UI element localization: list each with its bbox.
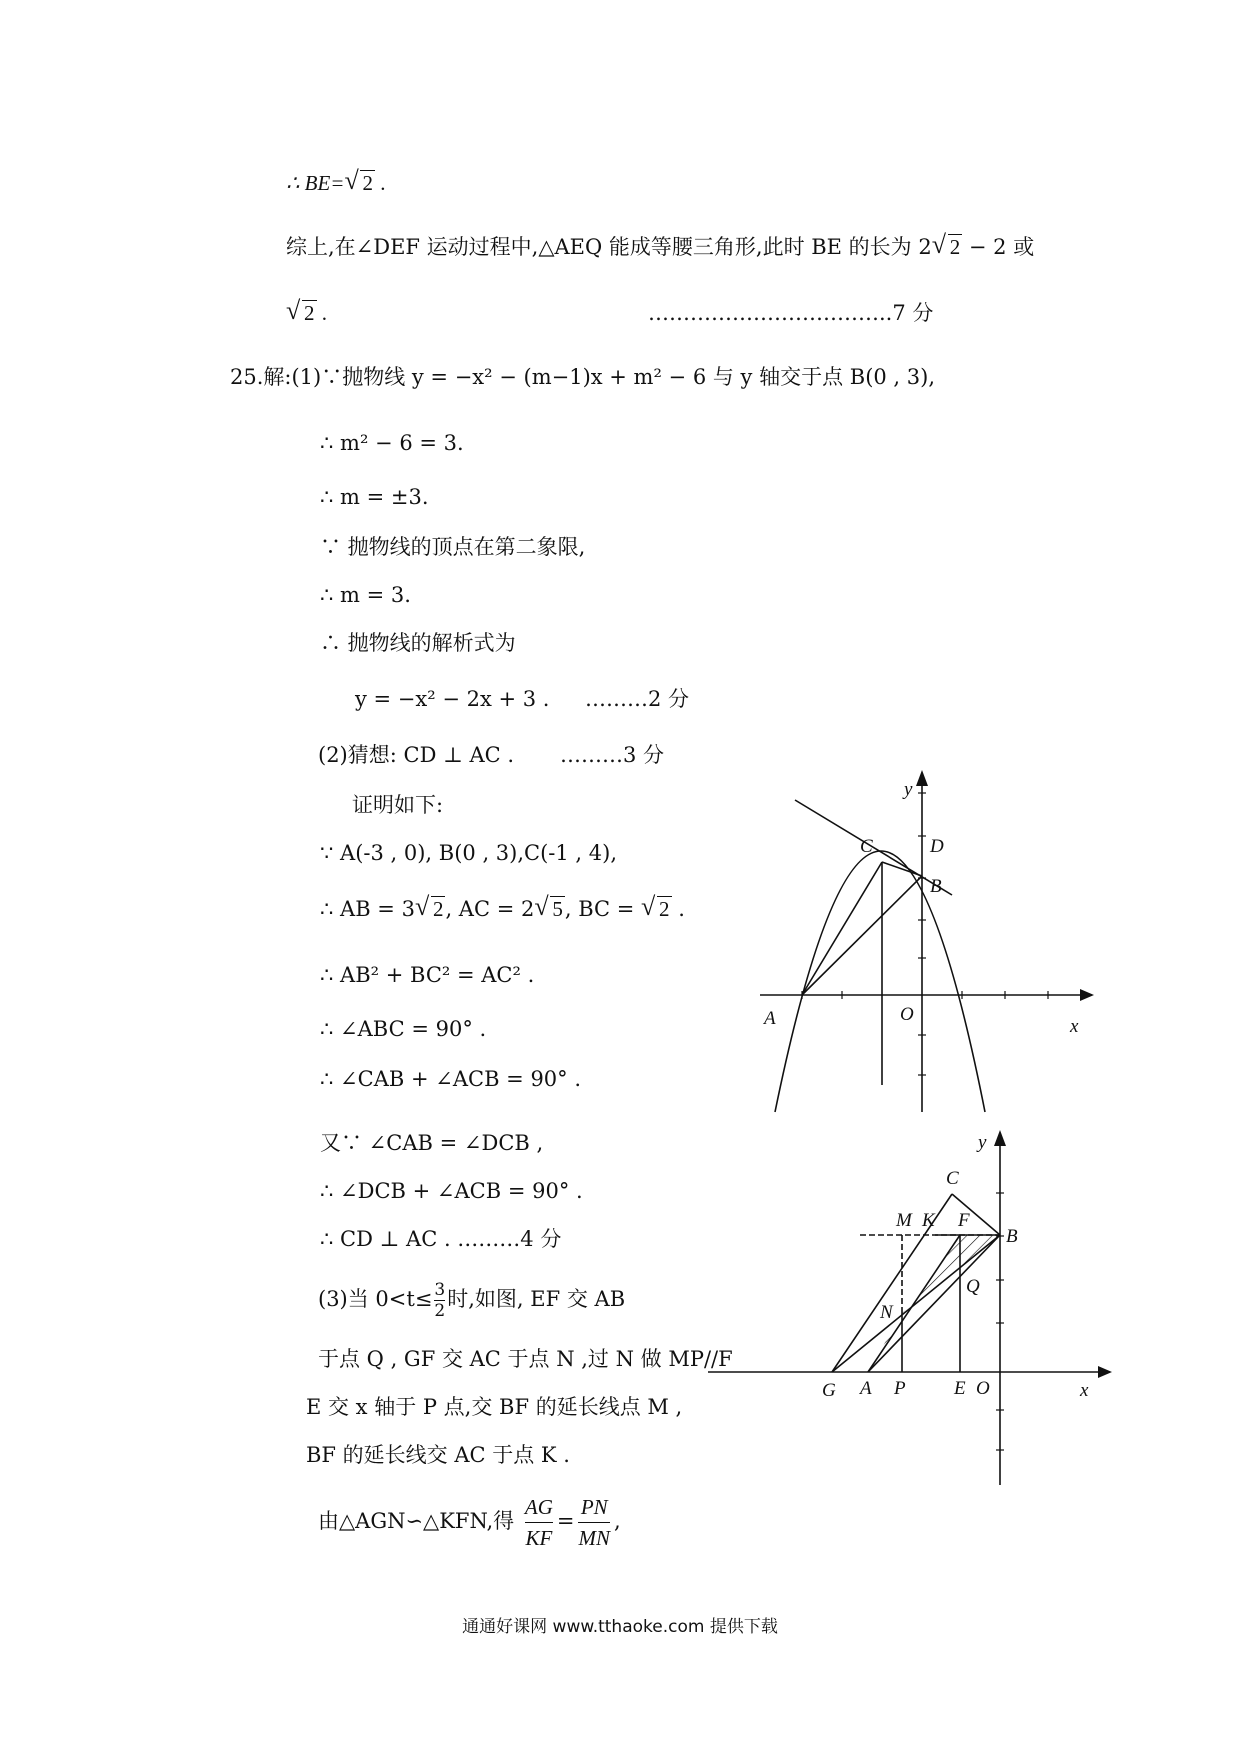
be-result-line: ∴ BE=√ 2 . (286, 168, 385, 198)
label-e2: E (954, 1378, 966, 1399)
label-y: y (904, 779, 913, 800)
step-3: ∵ 抛物线的顶点在第二象限, (320, 535, 586, 559)
figure-triangles (700, 1125, 1120, 1495)
q25-header: 25.解:(1)∵抛物线 y = −x² − (m−1)x + m² − 6 与 y 轴交于点 B(0 , 3), (230, 365, 935, 389)
label-p2: P (894, 1378, 906, 1399)
label-o2: O (976, 1378, 990, 1399)
label-m2: M (896, 1210, 912, 1231)
summary-line-2: √ 2 . (286, 298, 327, 328)
footer-text: 通通好课网 www.tthaoke.com 提供下载 (462, 1617, 778, 1637)
part3-line-3: E 交 x 轴于 P 点,交 BF 的延长线点 M , (306, 1395, 683, 1419)
step-5: ∴ 抛物线的解析式为 (320, 631, 516, 655)
label-c2: C (946, 1168, 959, 1189)
be-result-text: ∴ BE= (286, 171, 345, 195)
part3-line-2: 于点 Q , GF 交 AC 于点 N ,过 N 做 MP//F (318, 1347, 733, 1371)
label-x2: x (1080, 1380, 1089, 1401)
step-6: y = −x² − 2x + 3 . (355, 687, 550, 711)
label-d: D (930, 836, 944, 857)
be-result-root: 2 (362, 171, 373, 195)
label-n2: N (880, 1302, 893, 1323)
angle-abc: ∴ ∠ABC = 90° . (320, 1017, 487, 1041)
label-f2: F (958, 1210, 970, 1231)
part3-line-4: BF 的延长线交 AC 于点 K . (306, 1443, 570, 1467)
summary-root: 2 (949, 235, 961, 259)
score-2: ………2 分 (585, 687, 690, 711)
label-b2: B (1006, 1226, 1018, 1247)
step-1: ∴ m² − 6 = 3. (320, 431, 464, 455)
angle-sum-1: ∴ ∠CAB + ∠ACB = 90° . (320, 1067, 582, 1091)
parabola-curve (775, 851, 985, 1112)
label-c: C (860, 836, 873, 857)
label-y2: y (978, 1132, 987, 1153)
label-k2: K (922, 1210, 935, 1231)
score-7: ……………………………..7 分 (648, 301, 934, 325)
angle-sum-2: ∴ ∠DCB + ∠ACB = 90° . (320, 1179, 583, 1203)
part3-line-1: (3)当 0<t≤ $\frac{3}{2}$ 时,如图, EF 交 AB (318, 1280, 626, 1321)
summary-root-2: 2 (304, 301, 315, 325)
summary-line (286, 232, 1034, 262)
summary-tail: − 2 或 (968, 235, 1035, 259)
proof-intro: 证明如下: (352, 793, 444, 817)
figure-parabola (750, 765, 1110, 1130)
label-x: x (1070, 1016, 1079, 1037)
label-q2: Q (966, 1276, 980, 1297)
label-g2: G (822, 1380, 836, 1401)
lengths-line: ∴ AB = 3√ 2, AC = 2√ 5, BC = √ 2 . (320, 894, 685, 924)
label-a2: A (860, 1378, 872, 1399)
pythagoras-line: ∴ AB² + BC² = AC² . (320, 963, 535, 987)
score-3: ………3 分 (560, 743, 665, 767)
label-o: O (900, 1004, 914, 1025)
part3-line-5: 由△AGN∽△KFN,得 $\frac{AG}{KF}$ = $\frac{PN}{MN}$ , (318, 1492, 621, 1553)
label-a: A (764, 1008, 776, 1029)
coords-line: ∵ A(-3 , 0), B(0 , 3),C(-1 , 4), (320, 841, 617, 865)
step-4: ∴ m = 3. (320, 583, 411, 607)
summary-text: 综上,在∠DEF 运动过程中,△AEQ 能成等腰三角形,此时 BE 的长为 2 (286, 235, 932, 259)
conclusion-line: ∴ CD ⊥ AC . ………4 分 (320, 1227, 562, 1251)
label-b: B (930, 876, 942, 897)
again-line: 又∵ ∠CAB = ∠DCB , (320, 1131, 544, 1155)
step-2: ∴ m = ±3. (320, 485, 429, 509)
part2-conjecture: (2)猜想: CD ⊥ AC . (318, 743, 515, 767)
